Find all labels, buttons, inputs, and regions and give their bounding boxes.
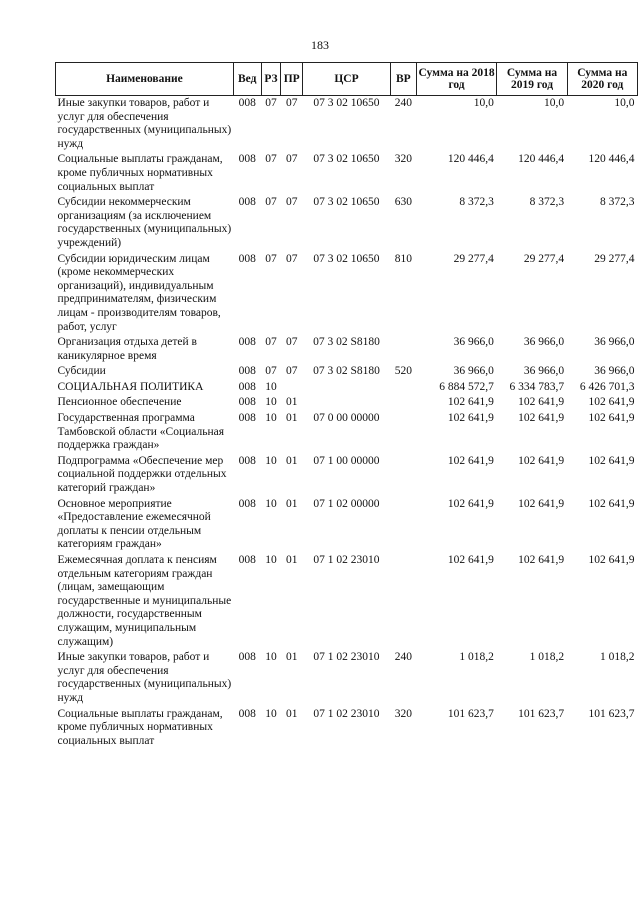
row-sum-2019: 36 966,0: [523, 365, 565, 378]
row-pr: 07: [285, 365, 298, 378]
row-csr: 07 1 02 23010: [313, 707, 380, 720]
row-rz: 10: [265, 396, 277, 409]
row-name: Подпрограмма «Обеспечение мер социальной поддержки отдельных категорий граждан»: [57, 454, 227, 495]
row-csr: 07 1 02 23010: [313, 554, 380, 566]
row-sum-2018: 102 641,9: [447, 454, 494, 467]
row-ved: 008: [238, 554, 256, 566]
row-ved: 008: [238, 196, 256, 209]
row-sum-2020: 101 623,7: [588, 707, 635, 720]
header-rz: РЗ: [261, 63, 281, 96]
row-name: Государственная программа Тамбовской области «Социальная поддержка граждан»: [57, 412, 225, 452]
row-pr: 07: [285, 153, 298, 166]
row-name: Субсидии юридическим лицам (кроме некоммерческих организаций), индивидуальным предпринимателям, физическим лицам - производителям товаров, работ, услуг: [57, 252, 221, 333]
row-csr: 07 1 02 23010: [313, 651, 380, 664]
header-name: Наименование: [56, 63, 234, 96]
row-vr: 810: [394, 252, 412, 265]
row-sum-2018: 101 623,7: [447, 707, 494, 720]
row-rz: 07: [265, 97, 277, 109]
row-sum-2019: 10,0: [544, 97, 565, 109]
row-ved: 008: [238, 336, 256, 349]
row-name: Основное мероприятие «Предоставление ежемесячной доплаты к пенсии отдельным категориям граждан»: [57, 497, 211, 551]
row-name: Иные закупки товаров, работ и услуг для обеспечения государственных (муниципальных) нужд: [57, 97, 232, 150]
header-vr: ВР: [390, 63, 416, 96]
header-sum-2019: Сумма на 2019 год: [497, 63, 567, 96]
header-sum-2020: Сумма на 2020 год: [567, 63, 637, 96]
row-rz: 07: [265, 336, 277, 349]
row-pr: [281, 380, 303, 396]
row-sum-2019: 102 641,9: [518, 454, 565, 467]
row-sum-2018: 102 641,9: [447, 412, 494, 425]
row-pr: 01: [285, 554, 298, 566]
row-rz: 07: [265, 252, 277, 265]
budget-table: [55, 62, 638, 749]
row-sum-2020: 102 641,9: [588, 497, 635, 510]
row-sum-2020: 29 277,4: [594, 252, 635, 265]
row-rz: 10: [265, 554, 277, 566]
row-vr: [390, 380, 416, 396]
row-sum-2020: 8 372,3: [600, 196, 635, 209]
row-name: Субсидии: [57, 365, 106, 378]
row-sum-2019: 102 641,9: [518, 396, 565, 409]
row-ved: 008: [238, 651, 256, 664]
row-pr: 07: [285, 336, 298, 349]
row-csr: 07 0 00 00000: [313, 412, 380, 425]
row-vr: 630: [394, 196, 412, 209]
row-sum-2019: 8 372,3: [529, 196, 565, 209]
row-vr: [390, 395, 416, 411]
row-vr: 240: [394, 97, 412, 109]
row-sum-2018: 102 641,9: [447, 554, 494, 566]
row-ved: 008: [238, 252, 256, 265]
row-sum-2020: 102 641,9: [588, 454, 635, 467]
row-sum-2019: 102 641,9: [518, 497, 565, 510]
row-ved: 008: [238, 380, 256, 393]
row-ved: 008: [238, 454, 256, 467]
row-sum-2018: 8 372,3: [459, 196, 494, 209]
header-ved: Вед: [233, 63, 261, 96]
table-row: [56, 454, 638, 497]
table-row: [56, 335, 638, 364]
row-pr: 01: [285, 497, 298, 510]
row-sum-2018: 36 966,0: [453, 365, 494, 378]
row-sum-2019: 1 018,2: [529, 651, 565, 664]
row-rz: 10: [265, 380, 277, 393]
row-name: Социальные выплаты гражданам, кроме публичных нормативных социальных выплат: [57, 707, 223, 747]
row-name: СОЦИАЛЬНАЯ ПОЛИТИКА: [57, 380, 204, 393]
row-pr: 01: [285, 651, 298, 664]
row-sum-2019: 36 966,0: [523, 336, 565, 349]
row-sum-2020: 102 641,9: [588, 412, 635, 425]
header-pr: ПР: [281, 63, 303, 96]
row-csr: 07 3 02 S8180: [313, 365, 380, 378]
row-sum-2019: 6 334 783,7: [509, 380, 565, 393]
row-vr: [390, 553, 416, 650]
row-ved: 008: [238, 153, 256, 166]
row-sum-2018: 29 277,4: [453, 252, 494, 265]
row-sum-2019: 101 623,7: [518, 707, 565, 720]
table-row: [56, 497, 638, 553]
row-csr: 07 3 02 10650: [313, 196, 380, 209]
row-csr: 07 1 02 00000: [313, 497, 380, 510]
row-rz: 07: [265, 153, 277, 166]
row-rz: 07: [265, 196, 277, 209]
row-csr: 07 3 02 10650: [313, 97, 380, 109]
row-sum-2018: 6 884 572,7: [439, 380, 494, 393]
table-row: [56, 411, 638, 454]
row-sum-2018: 1 018,2: [459, 651, 494, 664]
row-sum-2018: 120 446,4: [447, 153, 494, 166]
row-sum-2020: 36 966,0: [594, 365, 635, 378]
row-sum-2020: 6 426 701,3: [579, 380, 635, 393]
row-pr: 07: [285, 196, 298, 209]
row-csr: [303, 395, 391, 411]
row-rz: 10: [265, 707, 277, 720]
row-ved: 008: [238, 97, 256, 109]
header-sum-2018: Сумма на 2018 год: [416, 63, 497, 96]
row-ved: 008: [238, 497, 256, 510]
row-vr: [390, 454, 416, 497]
table-row: [56, 553, 638, 650]
row-rz: 10: [265, 454, 277, 467]
row-sum-2020: 102 641,9: [588, 554, 635, 566]
row-ved: 008: [238, 365, 256, 378]
row-sum-2020: 36 966,0: [594, 336, 635, 349]
row-pr: 01: [285, 396, 298, 409]
row-sum-2019: 102 641,9: [518, 412, 565, 425]
row-sum-2018: 102 641,9: [447, 396, 494, 409]
row-vr: [390, 335, 416, 364]
table-row: [56, 395, 638, 411]
row-sum-2019: 102 641,9: [518, 554, 565, 566]
table-row: [56, 252, 638, 336]
table-row: [56, 364, 638, 380]
row-sum-2018: 102 641,9: [447, 497, 494, 510]
table-row: [56, 380, 638, 396]
row-pr: 07: [285, 97, 298, 109]
row-rz: 07: [265, 365, 277, 378]
row-sum-2019: 29 277,4: [523, 252, 565, 265]
row-vr: 520: [394, 365, 412, 378]
row-sum-2018: 10,0: [473, 97, 494, 109]
row-sum-2020: 120 446,4: [588, 153, 635, 166]
table-row: [56, 152, 638, 195]
row-name: Организация отдыха детей в каникулярное время: [57, 336, 197, 362]
row-ved: 008: [238, 412, 256, 425]
row-name: Ежемесячная доплата к пенсиям отдельным категориям граждан (лицам, замещающим государственные и муниципальные должности, государственным служащим, муниципальным служащим): [57, 554, 232, 648]
row-ved: 008: [238, 396, 256, 409]
row-pr: 01: [285, 412, 298, 425]
row-vr: 320: [394, 153, 412, 166]
table-row: [56, 96, 638, 153]
table-row: [56, 707, 638, 750]
row-pr: 01: [285, 707, 298, 720]
header-csr: ЦСР: [303, 63, 391, 96]
row-sum-2020: 10,0: [614, 97, 635, 109]
row-pr: 07: [285, 252, 298, 265]
row-csr: 07 3 02 10650: [313, 153, 380, 166]
row-csr: 07 3 02 10650: [313, 252, 380, 265]
row-vr: [390, 497, 416, 553]
row-vr: 320: [394, 707, 412, 720]
table-header-row: [56, 63, 638, 96]
row-name: Субсидии некоммерческим организациям (за исключением государственных (муниципальных) учреждений): [57, 196, 232, 249]
row-csr: 07 1 00 00000: [313, 454, 380, 467]
row-sum-2020: 1 018,2: [600, 651, 635, 664]
row-pr: 01: [285, 454, 298, 467]
row-name: Иные закупки товаров, работ и услуг для обеспечения государственных (муниципальных) нужд: [57, 651, 232, 704]
row-name: Социальные выплаты гражданам, кроме публичных нормативных социальных выплат: [57, 153, 223, 193]
row-ved: 008: [238, 707, 256, 720]
row-sum-2019: 120 446,4: [518, 153, 565, 166]
row-name: Пенсионное обеспечение: [57, 396, 182, 409]
row-rz: 10: [265, 497, 277, 510]
row-sum-2018: 36 966,0: [453, 336, 494, 349]
row-vr: [390, 411, 416, 454]
page-number: 183: [311, 38, 329, 52]
table-row: [56, 650, 638, 706]
row-csr: 07 3 02 S8180: [313, 336, 380, 349]
row-rz: 10: [265, 412, 277, 425]
row-sum-2020: 102 641,9: [588, 396, 635, 409]
table-row: [56, 195, 638, 251]
row-rz: 10: [265, 651, 277, 664]
row-csr: [303, 380, 391, 396]
row-vr: 240: [394, 651, 412, 664]
